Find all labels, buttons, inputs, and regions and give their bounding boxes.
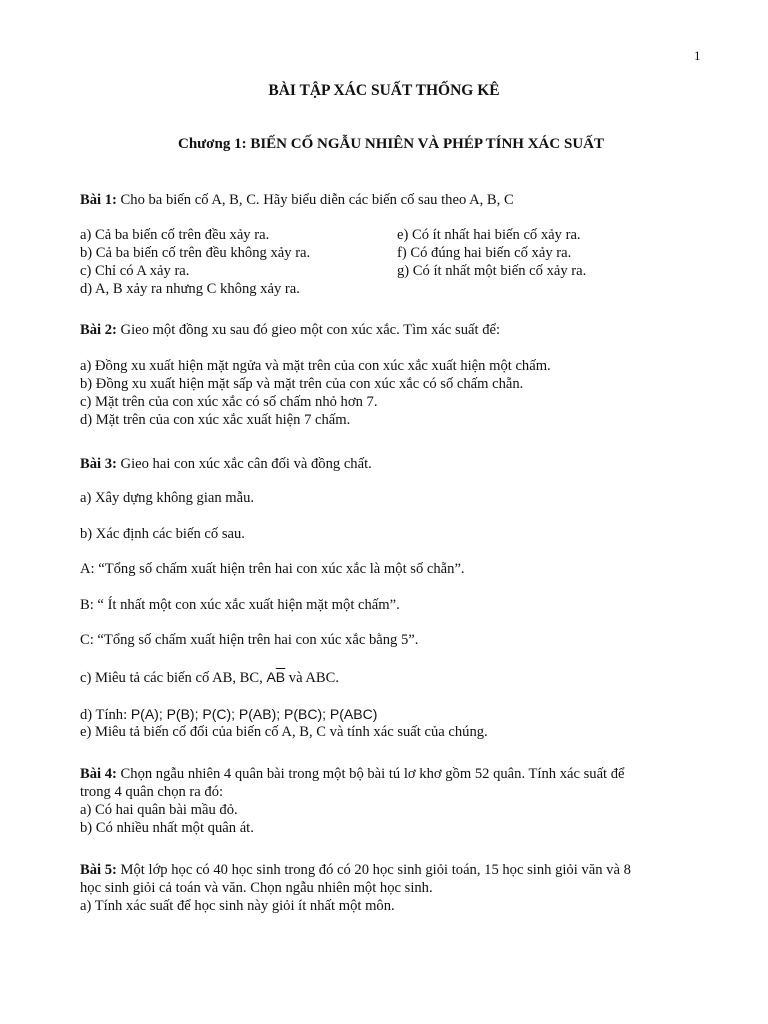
list-item: c) Chỉ có A xảy ra. xyxy=(80,263,190,279)
list-item: a) Tính xác suất để học sinh này giỏi ít nhất một môn. xyxy=(80,898,395,914)
exercise-2 xyxy=(80,321,708,339)
part-c-a: A xyxy=(266,669,276,685)
list-item: f) Có đúng hai biến cố xảy ra. xyxy=(397,245,572,261)
list-item: b) Đồng xu xuất hiện mặt sấp và mặt trên của con xúc xắc có số chấm chẵn. xyxy=(80,376,524,392)
exercise-4-text-continued: trong 4 quân chọn ra đó: xyxy=(80,784,224,800)
exercise-5-text: Một lớp học có 40 học sinh trong đó có 20 học sinh giỏi toán, 15 học sinh giỏi văn và 8 xyxy=(116,862,631,878)
list-item: c) Mặt trên của con xúc xắc có số chấm nhỏ hơn 7. xyxy=(80,394,378,410)
exercise-1-left-column xyxy=(80,226,310,298)
exercise-3-part-e: e) Miêu tả biến cố đối của biến cố A, B, C và tính xác suất của chúng. xyxy=(80,724,488,740)
exercise-2-text: Gieo một đồng xu sau đó gieo một con xúc xắc. Tìm xác suất để: xyxy=(116,322,501,338)
exercise-3-part-c xyxy=(80,668,708,686)
part-d-expression: P(A); P(B); P(C); P(AB); P(BC); P(ABC) xyxy=(130,706,378,722)
list-item: a) Có hai quân bài mầu đỏ. xyxy=(80,802,238,818)
list-item: g) Có ít nhất một biến cố xảy ra. xyxy=(397,263,587,279)
exercise-3-part-b: b) Xác định các biến cố sau. xyxy=(80,526,245,542)
event-b: B: “ Ít nhất một con xúc xắc xuất hiện mặt một chấm”. xyxy=(80,597,400,613)
exercise-3-part-a: a) Xây dựng không gian mẫu. xyxy=(80,490,255,506)
chapter-title: Chương 1: BIẾN CỐ NGẪU NHIÊN VÀ PHÉP TÍNH XÁC SUẤT xyxy=(178,136,604,152)
list-item: d) Mặt trên của con xúc xắc xuất hiện 7 chấm. xyxy=(80,412,351,428)
exercise-3-parts-de xyxy=(80,705,708,741)
exercise-3 xyxy=(80,455,708,473)
exercise-4-text: Chọn ngẫu nhiên 4 quân bài trong một bộ bài tú lơ khơ gồm 52 quân. Tính xác suất để xyxy=(116,766,625,782)
part-c-b-bar: $\overline{B}$ xyxy=(275,669,286,685)
list-item: b) Có nhiều nhất một quân át. xyxy=(80,820,254,836)
exercise-2-label: Bài 2: xyxy=(80,322,117,338)
exercise-3-label: Bài 3: xyxy=(80,456,117,472)
exercise-5-label: Bài 5: xyxy=(80,862,117,878)
list-item: a) Cả ba biến cố trên đều xảy ra. xyxy=(80,227,270,243)
list-item: e) Có ít nhất hai biến cố xảy ra. xyxy=(397,227,581,243)
exercise-4 xyxy=(80,765,708,837)
event-c: C: “Tổng số chấm xuất hiện trên hai con xúc xắc bằng 5”. xyxy=(80,632,419,648)
exercise-2-items xyxy=(80,357,708,429)
exercise-4-label: Bài 4: xyxy=(80,766,117,782)
exercise-1-heading xyxy=(80,191,708,209)
exercise-1-text: Cho ba biến cố A, B, C. Hãy biểu diễn các biến cố sau theo A, B, C xyxy=(116,192,514,208)
document-title: BÀI TẬP XÁC SUẤT THỐNG KÊ xyxy=(268,82,500,99)
page-number: 1 xyxy=(694,48,701,63)
exercise-1-right-column xyxy=(397,226,586,280)
list-item: a) Đồng xu xuất hiện mặt ngửa và mặt trên của con xúc xắc xuất hiện một chấm. xyxy=(80,358,551,374)
list-item: b) Cả ba biến cố trên đều không xảy ra. xyxy=(80,245,311,261)
exercise-5-text-continued: học sinh giỏi cả toán và văn. Chọn ngẫu nhiên một học sinh. xyxy=(80,880,433,896)
exercise-5 xyxy=(80,861,708,915)
part-c-suffix: và ABC. xyxy=(285,670,340,686)
part-d-prefix: d) Tính: xyxy=(80,707,131,723)
part-c-prefix: c) Miêu tả các biến cố AB, BC, xyxy=(80,670,267,686)
event-a: A: “Tổng số chấm xuất hiện trên hai con xúc xắc là một số chẵn”. xyxy=(80,561,465,577)
list-item: d) A, B xảy ra nhưng C không xảy ra. xyxy=(80,281,300,297)
exercise-3-text: Gieo hai con xúc xắc cân đối và đồng chất. xyxy=(116,456,372,472)
exercise-1-label: Bài 1: xyxy=(80,192,117,208)
